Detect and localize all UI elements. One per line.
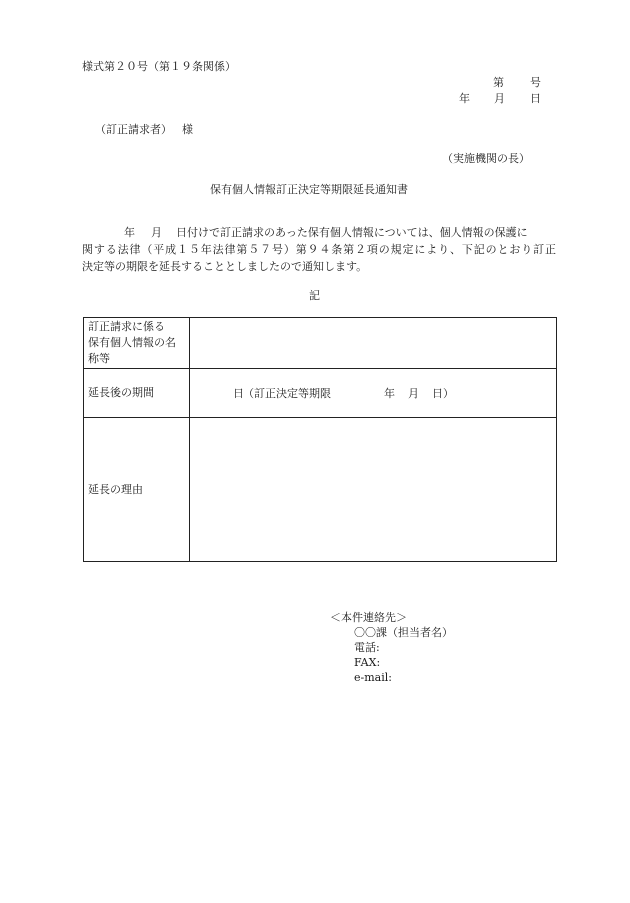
body-line-2: 関する法律（平成１５年法律第５７号）第９４条第２項の規定により、下記のとおり訂正 — [82, 243, 556, 256]
extended-period-label: 延長後の期間 — [84, 369, 190, 418]
extended-period-value[interactable] — [190, 369, 557, 418]
contact-fax: FAX: — [354, 656, 381, 669]
notice-body — [82, 224, 556, 275]
body-line-3: 決定等の期限を延長することとしましたので通知します。 — [82, 260, 368, 273]
doc-number-suffix: 号 — [530, 76, 541, 89]
date-month-label: 月 — [494, 92, 505, 105]
contact-heading: ＜本件連絡先＞ — [330, 611, 407, 624]
target-info-label — [84, 318, 190, 369]
extension-reason-value[interactable] — [190, 418, 557, 562]
table-row-target-info — [84, 318, 557, 369]
target-info-label-line: 称等 — [88, 352, 110, 365]
body-line-1 — [82, 224, 556, 241]
details-table — [83, 317, 557, 562]
period-month-label: 月 — [408, 387, 419, 400]
period-day-label: 日 — [233, 387, 244, 400]
body-month-label: 月 — [151, 226, 162, 239]
target-info-value[interactable] — [190, 318, 557, 369]
doc-number-label: 第 — [493, 76, 504, 89]
document-title: 保有個人情報訂正決定等期限延長通知書 — [210, 183, 408, 196]
target-info-label-line: 保有個人情報の名 — [88, 336, 176, 349]
recipient-honorific: 様 — [182, 123, 193, 136]
table-row-extension-reason — [84, 418, 557, 562]
contact-email: e-mail: — [354, 671, 392, 684]
table-row-extended-period — [84, 369, 557, 418]
extension-reason-label: 延長の理由 — [84, 418, 190, 562]
recipient-name: （訂正請求者） — [95, 123, 172, 136]
contact-department: 〇〇課（担当者名） — [354, 626, 453, 639]
contact-block — [330, 610, 453, 685]
contact-phone: 電話: — [354, 641, 380, 654]
form-number: 様式第２０号（第１９条関係） — [82, 60, 236, 73]
date-year-label: 年 — [459, 92, 470, 105]
period-deadline-label: （訂正決定等期限 — [243, 387, 331, 400]
target-info-label-line: 訂正請求に係る — [88, 320, 165, 333]
period-day-close-label: 日） — [432, 387, 454, 400]
body-year-label: 年 — [124, 226, 135, 239]
date-day-label: 日 — [530, 92, 541, 105]
ki-mark: 記 — [309, 289, 320, 302]
period-year-label: 年 — [384, 387, 395, 400]
issuer-name: （実施機関の長） — [442, 152, 530, 165]
body-line-1-text: 日付けで訂正請求のあった保有個人情報については、個人情報の保護に — [176, 226, 528, 239]
